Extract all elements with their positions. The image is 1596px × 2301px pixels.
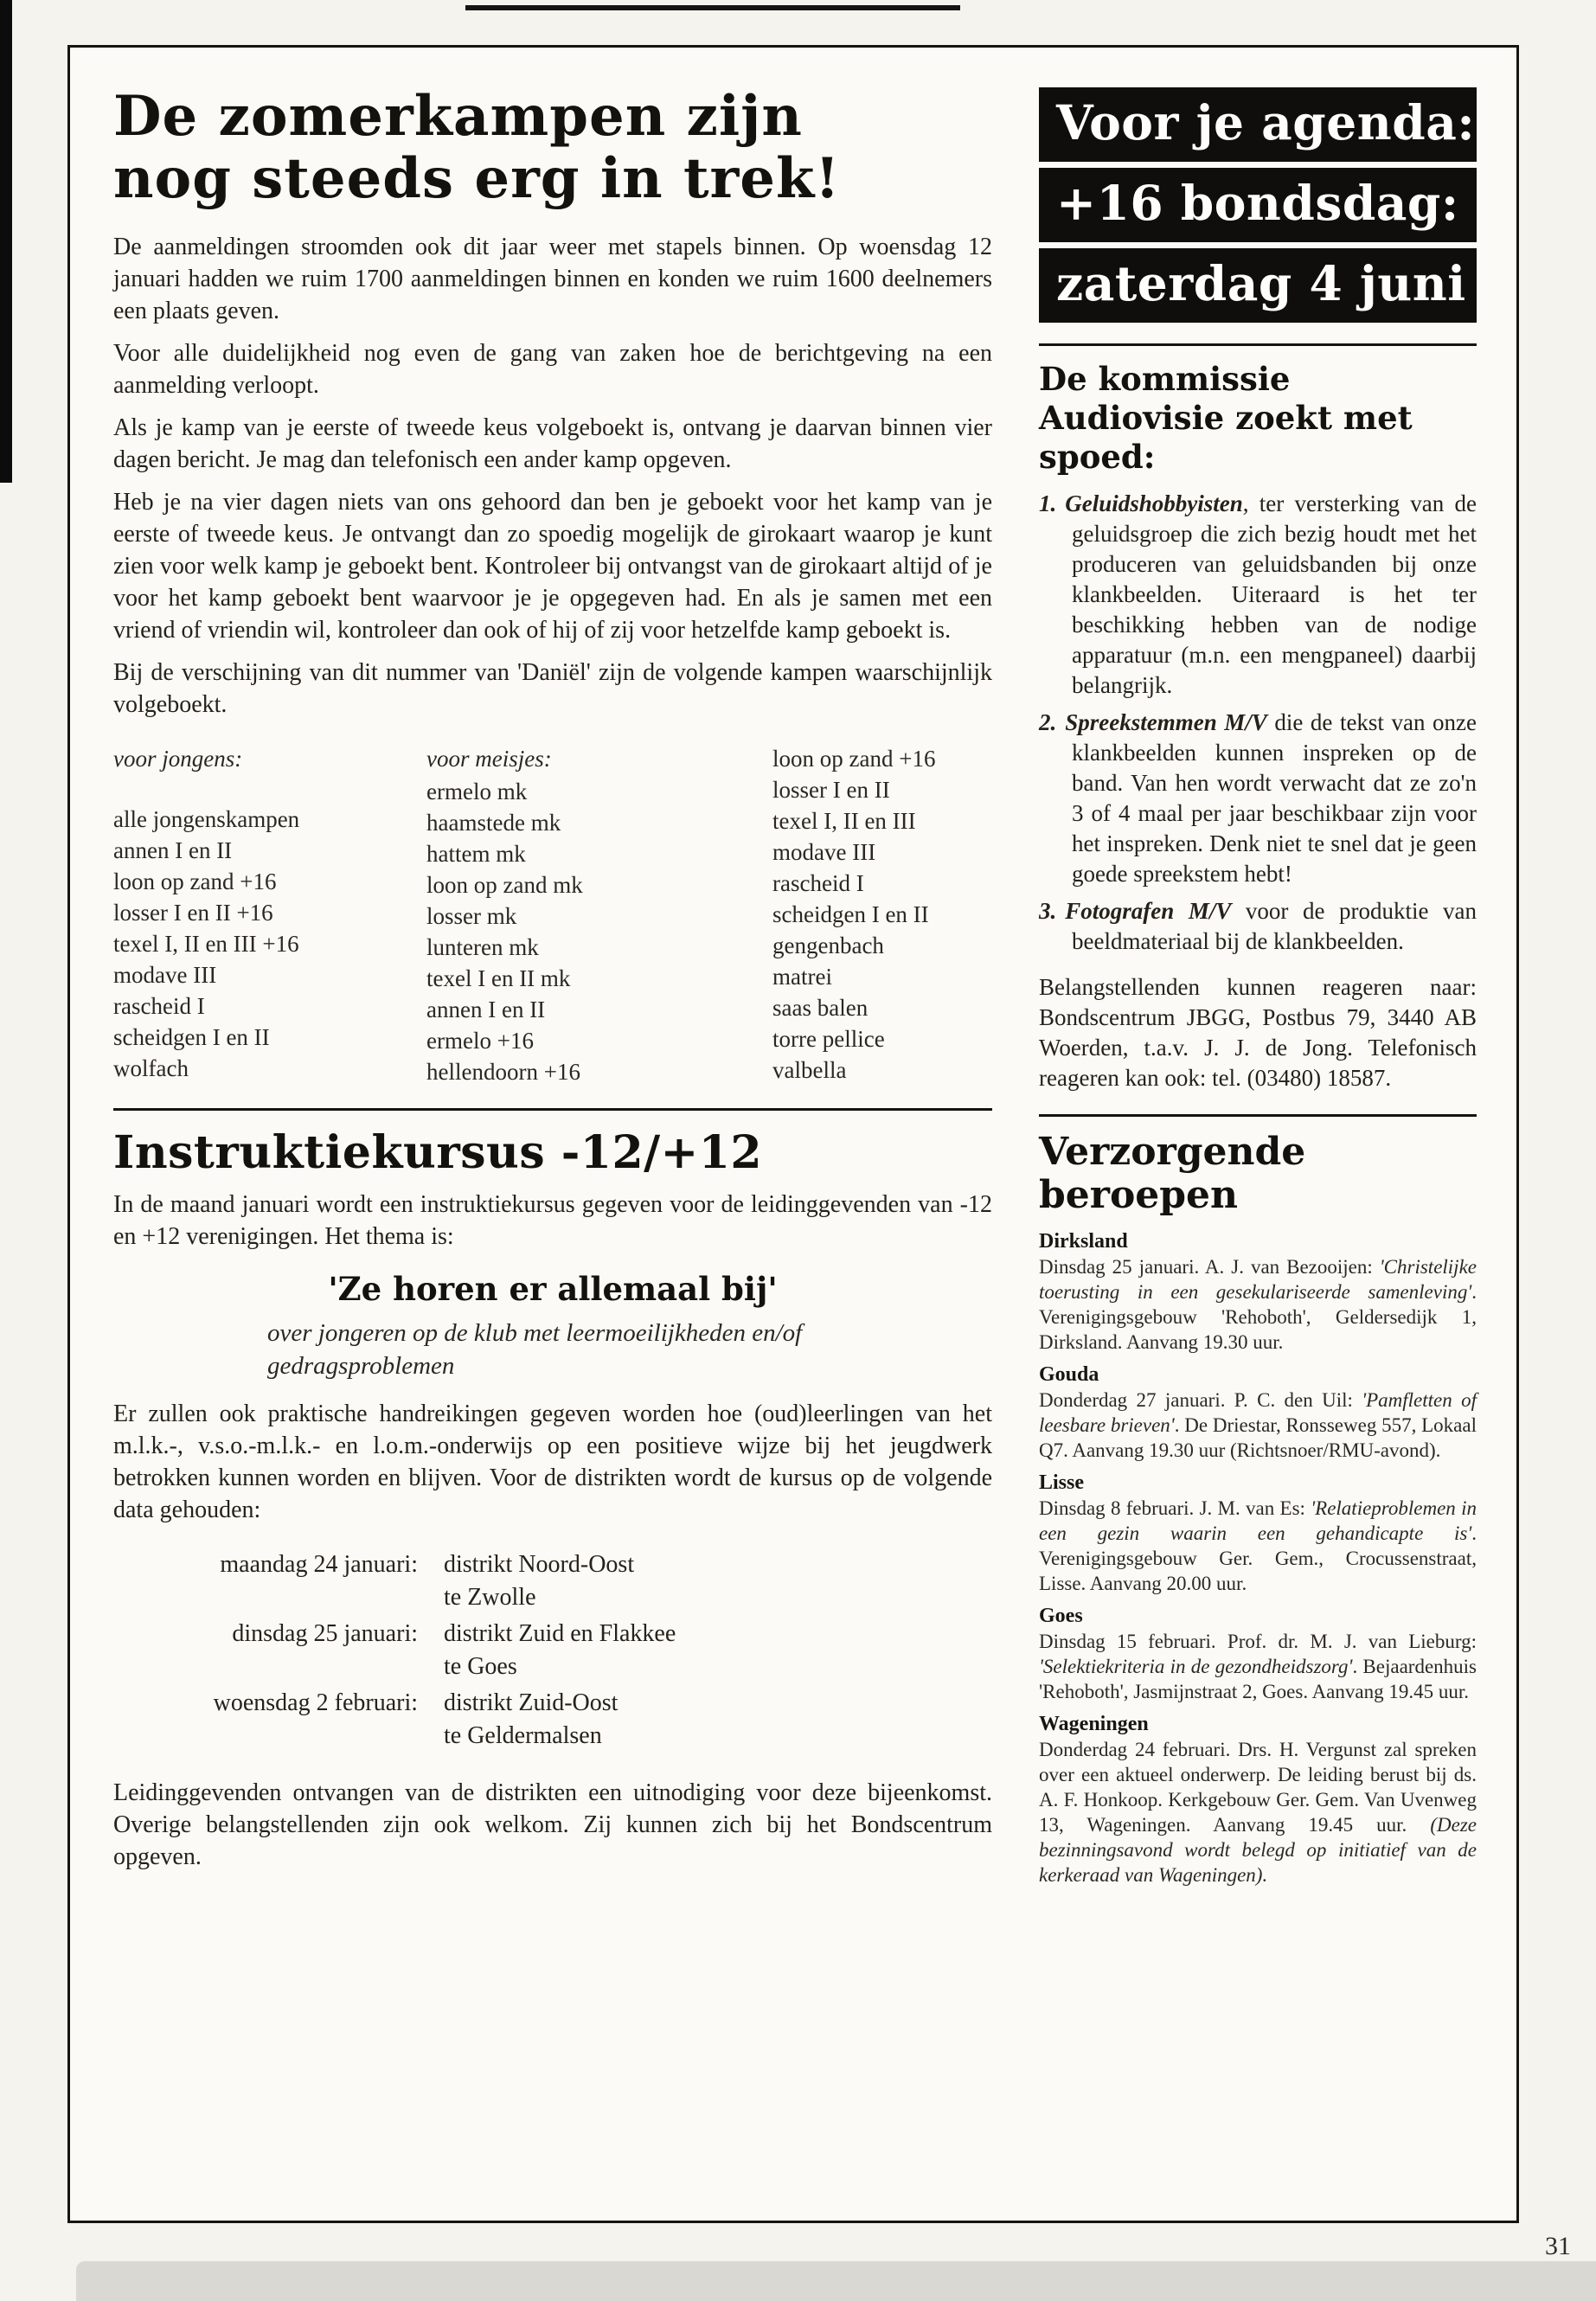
camp-items [113, 804, 426, 1084]
camp-item: annen I en II [426, 997, 546, 1022]
agenda-banner [1039, 87, 1477, 323]
lecture-details [1039, 1254, 1477, 1355]
camp-list-meisjes [426, 743, 772, 1087]
lecture-details [1039, 1737, 1477, 1888]
lecture-city: Lisse [1039, 1471, 1085, 1494]
lecture-text: . Bejaardenhuis 'Rehoboth', Jasmijnstraat 2, Goes. Aanvang 19.45 uur. [1039, 1656, 1477, 1702]
camp-item: rascheid I [772, 870, 864, 896]
camp-list-overig [772, 743, 992, 1087]
section-divider [113, 1108, 992, 1111]
scan-edge-line [465, 5, 960, 10]
schedule-row [174, 1548, 992, 1614]
agenda-banner-line: Voor je agenda: [1039, 87, 1477, 162]
page-number: 31 [1545, 2232, 1571, 2260]
audio-item-text: voor de produktie van beeldmateriaal bij de klankbeelden. [1072, 898, 1477, 954]
lecture-topic: 'Pamfletten of leesbare brieven' [1039, 1389, 1477, 1436]
camp-item: modave III [772, 839, 876, 865]
camp-list-header: voor meisjes: [426, 746, 552, 772]
lecture-text: Donderdag 24 februari. Drs. H. Vergunst zal spreken over een aktueel onderwerp. De leiding berust bij ds. A. F. Honkoop. Kerkgebouw Ger. Gem. Van Uvenweg 13, Wageningen. Aanvang 19.45 uur. [1039, 1739, 1477, 1836]
camp-lists [113, 743, 992, 1087]
audio-need-item [1039, 708, 1477, 889]
schedule-place: te Zwolle [444, 1584, 536, 1611]
course-body: Er zullen ook praktische handreikingen gegeven worden hoe (oud)leerlingen van het m.l.k.-, v.s.o.-m.l.k.- en l.o.m.-onderwijs op een positieve wijze bij het jeugdwerk betrokken kunnen worden en blijven. Voor de distrikten wordt de kursus op de volgende data gehouden: [113, 1400, 992, 1523]
lecture-entry [1039, 1712, 1477, 1888]
lecture-entry [1039, 1604, 1477, 1704]
audio-need-item [1039, 896, 1477, 957]
schedule-date: maandag 24 januari: [220, 1551, 418, 1578]
camp-item: saas balen [772, 995, 869, 1021]
audio-item-number: 1. [1039, 490, 1057, 516]
course-theme-subtitle: over jongeren op de klub met leermoeilijkheden en/of gedragsproblemen [267, 1319, 803, 1380]
sidebar-column [1039, 82, 1477, 2189]
camp-item: haamstede mk [426, 810, 561, 836]
schedule-date: woensdag 2 februari: [213, 1689, 418, 1716]
lecture-city: Gouda [1039, 1363, 1099, 1386]
main-column [113, 82, 992, 2189]
audio-item-lead: Spreekstemmen M/V [1065, 709, 1267, 735]
article-paragraph: Heb je na vier dagen niets van ons gehoord dan ben je geboekt voor het kamp van je eerste of tweede keus. Je ontvangt dan zo spoedig mogelijk de girokaart waarop je kunt zien voor welk kamp je geboekt bent. Kontroleer bij ontvangst van de girokaart altijd of je voor het kamp geboekt bent waarvoor je je opgegeven had. En als je samen met een vriend of vriendin wil, kontroleer dan ook of hij of zij voor hetzelfde kamp geboekt is. [113, 489, 992, 644]
camp-list-header: voor jongens: [113, 746, 243, 772]
camp-item: loon op zand +16 [772, 746, 936, 772]
lecture-text: Dinsdag 15 februari. Prof. dr. M. J. van Lieburg: [1039, 1631, 1477, 1652]
camp-item: losser mk [426, 903, 517, 929]
lecture-text: . Verenigingsgebouw 'Rehoboth', Geldersedijk 1, Dirksland. Aanvang 19.30 uur. [1039, 1281, 1477, 1353]
lecture-city: Dirksland [1039, 1230, 1128, 1253]
page-frame [67, 45, 1519, 2223]
lecture-city: Wageningen [1039, 1713, 1149, 1735]
article-paragraph: Als je kamp van je eerste of tweede keus volgeboekt is, ontvang je daarvan binnen vier dagen bericht. Je mag dan telefonisch een ander kamp opgeven. [113, 414, 992, 473]
camp-item: valbella [772, 1057, 847, 1083]
lecture-details [1039, 1629, 1477, 1704]
course-intro: In de maand januari wordt een instruktiekursus gegeven voor de leidinggevenden van -12 en +12 verenigingen. Het thema is: [113, 1191, 992, 1250]
article-title-line: nog steeds erg in trek! [113, 146, 841, 211]
article-paragraph: Bij de verschijning van dit nummer van 'Daniël' zijn de volgende kampen waarschijnlijk volgeboekt. [113, 659, 992, 718]
schedule-district: distrikt Zuid-Oost [444, 1689, 619, 1716]
course-schedule [174, 1548, 992, 1753]
audio-item-lead: Fotografen M/V [1065, 898, 1232, 924]
camp-item: hattem mk [426, 841, 526, 867]
sidebar-section-divider [1039, 343, 1477, 346]
camp-item: loon op zand +16 [113, 868, 277, 894]
camp-item: alle jongenskampen [113, 806, 300, 832]
audio-section-title: De kommissie Audiovisie zoekt met spoed: [1039, 360, 1413, 476]
lecture-text: Donderdag 27 januari. P. C. den Uil: [1039, 1389, 1362, 1411]
lecture-text: . Verenigingsgebouw Ger. Gem., Crocussenstraat, Lisse. Aanvang 20.00 uur. [1039, 1522, 1477, 1594]
camp-item: annen I en II [113, 837, 233, 863]
course-article-title: Instruktiekursus -12/+12 [113, 1126, 763, 1179]
camp-item: texel I en II mk [426, 965, 571, 991]
schedule-location [444, 1548, 634, 1614]
camp-list-jongens [113, 743, 426, 1087]
camp-items [772, 743, 992, 1086]
lecture-text: Dinsdag 8 februari. J. M. van Es: [1039, 1497, 1311, 1519]
camp-item: scheidgen I en II [113, 1024, 270, 1050]
lecture-city: Goes [1039, 1605, 1083, 1627]
camp-item: matrei [772, 964, 832, 990]
article-paragraph: Voor alle duidelijkheid nog even de gang van zaken hoe de berichtgeving na een aanmelding verloopt. [113, 340, 992, 399]
camp-item: modave III [113, 962, 217, 988]
agenda-banner-line: +16 bondsdag: [1039, 168, 1477, 242]
lecture-entry [1039, 1471, 1477, 1596]
camp-item: wolfach [113, 1055, 189, 1081]
audio-need-item [1039, 489, 1477, 701]
lecture-topic: (Deze bezinningsavond wordt belegd op initiatief van de kerkeraad van Wageningen). [1039, 1814, 1477, 1886]
camp-item: rascheid I [113, 993, 205, 1019]
camp-item: loon op zand mk [426, 872, 583, 898]
schedule-row [174, 1687, 992, 1753]
audio-item-text: die de tekst van onze klankbeelden kunnen inspreken op de band. Van hen wordt verwacht dat ze zo'n 3 of 4 maal per jaar beschikbaar zijn voor het inspreken. Denk niet te snel dat je geen goede spreekstem hebt! [1072, 709, 1477, 887]
lecture-entry [1039, 1229, 1477, 1355]
audio-item-number: 2. [1039, 709, 1057, 735]
schedule-place: te Goes [444, 1653, 517, 1680]
lecture-text: Dinsdag 25 januari. A. J. van Bezooijen: [1039, 1256, 1380, 1278]
camp-item: texel I, II en III [772, 808, 916, 834]
camp-item: losser I en II [772, 777, 890, 803]
lecture-topic: 'Selektiekriteria in de gezondheidszorg' [1039, 1656, 1353, 1677]
camp-item: hellendoorn +16 [426, 1059, 580, 1085]
course-theme-title: 'Ze horen er allemaal bij' [328, 1270, 778, 1308]
camp-item: torre pellice [772, 1026, 885, 1052]
audio-contact-info: Belangstellenden kunnen reageren naar: Bondscentrum JBGG, Postbus 79, 3440 AB Woerden, t.a.v. J. J. de Jong. Telefonisch reageren kan ook: tel. (03480) 18587. [1039, 974, 1477, 1091]
lecture-details [1039, 1388, 1477, 1463]
camp-item: losser I en II +16 [113, 900, 273, 926]
article-paragraph: De aanmeldingen stroomden ook dit jaar weer met stapels binnen. Op woensdag 12 januari hadden we ruim 1700 aanmeldingen binnen en konden we ruim 1600 deelnemers een plaats geven. [113, 234, 992, 324]
lecture-topic: 'Relatieproblemen in een gezin waarin een gehandicapte is' [1039, 1497, 1477, 1544]
audio-item-lead: Geluidshobbyisten [1065, 490, 1243, 516]
schedule-date: dinsdag 25 januari: [232, 1620, 418, 1647]
audio-item-text: , ter versterking van de geluidsgroep die zich bezig houdt met het produceren van geluidsbanden bij onze klankbeelden. Uiteraard is het ter beschikking hebben van de nodige apparatuur (m.n. een mengpaneel) daarbij belangrijk. [1072, 490, 1477, 698]
course-outro: Leidinggevenden ontvangen van de distrikten een uitnodiging voor deze bijeenkomst. Overige belangstellenden zijn ook welkom. Zij kunnen zich bij het Bondscentrum opgeven. [113, 1779, 992, 1870]
schedule-location [444, 1618, 676, 1683]
article-title-line: De zomerkampen zijn [113, 84, 803, 149]
schedule-place: te Geldermalsen [444, 1722, 602, 1749]
camp-item: ermelo +16 [426, 1028, 534, 1054]
schedule-row [174, 1618, 992, 1683]
schedule-district: distrikt Noord-Oost [444, 1551, 635, 1578]
camp-item: scheidgen I en II [772, 901, 929, 927]
article-title [113, 86, 992, 210]
scan-edge-bar [0, 0, 12, 483]
camp-item: ermelo mk [426, 779, 528, 804]
camp-item: gengenbach [772, 933, 884, 958]
scan-edge-strip [76, 2261, 1596, 2301]
sidebar-section-divider [1039, 1114, 1477, 1117]
lecture-text: . De Driestar, Ronsseweg 557, Lokaal Q7. Aanvang 19.30 uur (Richtsnoer/RMU-avond). [1039, 1414, 1477, 1461]
lecture-details [1039, 1496, 1477, 1596]
lecture-entry [1039, 1362, 1477, 1463]
audio-item-number: 3. [1039, 898, 1057, 924]
lectures-section-title: Verzorgende beroepen [1039, 1130, 1306, 1217]
camp-item: lunteren mk [426, 934, 539, 960]
agenda-banner-line: zaterdag 4 juni [1039, 248, 1477, 323]
camp-items [426, 776, 772, 1087]
schedule-district: distrikt Zuid en Flakkee [444, 1620, 676, 1647]
lecture-topic: 'Christelijke toerusting in een gesekulariseerde samenleving' [1039, 1256, 1477, 1303]
schedule-location [444, 1687, 618, 1753]
camp-item: texel I, II en III +16 [113, 931, 299, 957]
